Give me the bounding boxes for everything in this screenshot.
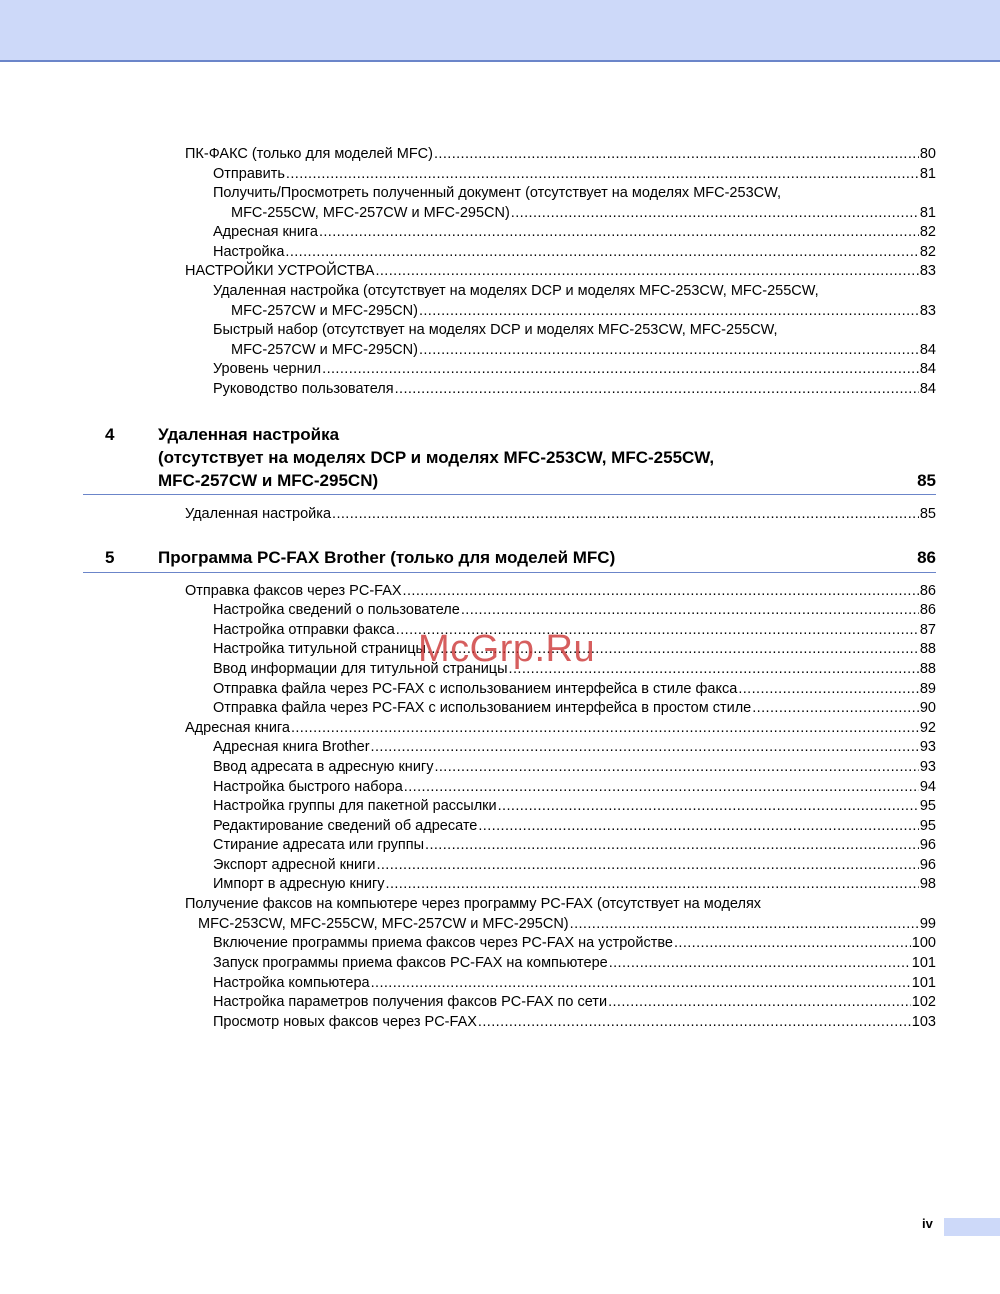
toc-entry-page: 92 (919, 720, 936, 736)
toc-entry-page: 83 (919, 263, 936, 279)
toc-entry[interactable] (185, 262, 936, 282)
toc-entry-page: 80 (919, 146, 936, 162)
toc-entry-title: Отправить (213, 166, 285, 182)
toc-entry-page: 84 (919, 361, 936, 377)
toc-entry-page: 88 (919, 661, 936, 677)
toc-entry-title: Адресная книга Brother (213, 739, 370, 755)
toc-entry-title: Получение факсов на компьютере через программу PC-FAX (отсутствует на моделях (185, 896, 762, 912)
toc-entry-title: Ввод информации для титульной страницы (213, 661, 508, 677)
toc-entry-title: Настройка быстрого набора (213, 779, 403, 795)
toc-entry-page: 100 (911, 935, 936, 951)
toc-entry-title-cont: MFC-255CW, MFC-257CW и MFC-295CN) (231, 204, 510, 221)
leader-dots (376, 856, 918, 876)
chapter-divider (83, 572, 936, 573)
toc-entry[interactable] (213, 601, 936, 621)
toc-entry[interactable] (213, 165, 936, 185)
leader-dots (396, 621, 919, 641)
toc-entry[interactable] (213, 856, 936, 876)
toc-entry-page: 94 (919, 779, 936, 795)
leader-dots (403, 582, 919, 602)
toc-entry-title: Экспорт адресной книги (213, 857, 376, 873)
toc-entry-page: 101 (911, 955, 936, 971)
toc-entry-page: 95 (919, 818, 936, 834)
toc-entry[interactable] (213, 360, 936, 380)
toc-entry-title: Адресная книга (213, 224, 318, 240)
toc-entry-title: Настройка сведений о пользователе (213, 602, 460, 618)
toc-entry-title: Удаленная настройка (185, 506, 332, 522)
toc-entry-title: Настройка (213, 244, 285, 260)
leader-dots (609, 954, 911, 974)
toc-entry-page: 82 (919, 244, 936, 260)
toc-entry-title: Отправка файла через PC-FAX с использованием интерфейса в простом стиле (213, 700, 752, 716)
toc-entry-page: 83 (919, 302, 936, 319)
toc-entry-title: Включение программы приема факсов через PC-FAX на устройстве (213, 935, 673, 951)
leader-dots (395, 380, 919, 400)
leader-dots (461, 601, 919, 621)
toc-entry-title-cont: MFC-257CW и MFC-295CN) (231, 341, 418, 358)
toc-entry-title: Отправка факсов через PC-FAX (185, 583, 402, 599)
toc-entry-title: ПК-ФАКС (только для моделей MFC) (185, 146, 433, 162)
chapter-page: 86 (917, 548, 936, 567)
toc-entry[interactable] (213, 934, 936, 954)
toc-entry-page: 82 (919, 224, 936, 240)
toc-entry[interactable] (213, 282, 936, 321)
toc-entry[interactable] (185, 145, 936, 165)
leader-dots (371, 738, 919, 758)
toc-entry-title: Просмотр новых факсов через PC-FAX (213, 1014, 477, 1030)
toc-entry[interactable] (213, 738, 936, 758)
chapter-number: 5 (105, 548, 115, 567)
leader-dots (375, 262, 918, 282)
toc-entry-page: 81 (919, 166, 936, 182)
toc-entry[interactable] (213, 974, 936, 994)
toc-entry-page: 84 (919, 341, 936, 358)
toc-entry[interactable] (213, 836, 936, 856)
toc-entry[interactable] (185, 719, 936, 739)
leader-dots (404, 778, 919, 798)
chapter-title: Удаленная настройка (отсутствует на моделях DCP и моделях MFC-253CW, MFC-255CW, MFC-257CW и MFC-295CN) (158, 425, 715, 490)
leader-dots (286, 165, 919, 185)
toc-entry-page: 102 (911, 994, 936, 1010)
toc-entry[interactable] (213, 321, 936, 360)
toc-entry-title: Быстрый набор (отсутствует на моделях DCP и моделях MFC-253CW, MFC-255CW, (213, 322, 778, 338)
toc-entry-title: Редактирование сведений об адресате (213, 818, 478, 834)
leader-dots (674, 934, 911, 954)
leader-dots (285, 243, 918, 263)
page-tab (944, 1218, 1000, 1236)
toc-entry-page: 90 (919, 700, 936, 716)
toc-entry[interactable] (185, 582, 936, 602)
toc-entry[interactable] (213, 993, 936, 1013)
toc-entry-page: 103 (911, 1014, 936, 1030)
toc-entry-page: 85 (919, 506, 936, 522)
toc-entry[interactable] (213, 875, 936, 895)
chapter-divider (83, 494, 936, 495)
toc-entry[interactable] (213, 797, 936, 817)
toc-entry[interactable] (213, 660, 936, 680)
leader-dots (511, 204, 919, 224)
toc-entry[interactable] (213, 1013, 936, 1033)
toc-entry-title: Получить/Просмотреть полученный документ (отсутствует на моделях MFC-253CW, (213, 185, 782, 201)
leader-dots (434, 758, 918, 778)
leader-dots (738, 680, 919, 700)
toc-entry-page: 96 (919, 857, 936, 873)
leader-dots (570, 915, 919, 935)
toc-entry-page: 87 (919, 622, 936, 638)
leader-dots (371, 974, 911, 994)
toc-entry-page: 86 (919, 583, 936, 599)
toc-entry-title: Настройка группы для пакетной рассылки (213, 798, 497, 814)
toc-entry-title: Адресная книга (185, 720, 290, 736)
leader-dots (322, 360, 919, 380)
chapter-number: 4 (105, 425, 115, 444)
toc-entry[interactable] (213, 778, 936, 798)
chapter-page: 85 (917, 471, 936, 490)
toc-entry-title: Удаленная настройка (отсутствует на моделях DCP и моделях MFC-253CW, MFC-255CW, (213, 283, 819, 299)
toc-entry[interactable] (213, 223, 936, 243)
leader-dots (419, 341, 919, 361)
toc-entry[interactable] (185, 895, 936, 934)
toc-entry[interactable] (213, 243, 936, 263)
watermark: McGrp.Ru (418, 628, 596, 670)
toc-entry-title-cont: MFC-257CW и MFC-295CN) (231, 302, 418, 319)
leader-dots (425, 836, 919, 856)
toc-entry-title: Руководство пользователя (213, 381, 394, 397)
leader-dots (291, 719, 919, 739)
toc-entry-page: 88 (919, 641, 936, 657)
leader-dots (478, 1013, 911, 1033)
toc-entry-page: 96 (919, 837, 936, 853)
leader-dots (386, 875, 919, 895)
toc-entry-page: 84 (919, 381, 936, 397)
leader-dots (319, 223, 919, 243)
toc-entry-title: Отправка файла через PC-FAX с использованием интерфейса в стиле факса (213, 681, 738, 697)
toc-entry[interactable] (213, 699, 936, 719)
toc-entry[interactable] (213, 817, 936, 837)
leader-dots (498, 797, 919, 817)
toc-entry-title: Настройка отправки факса (213, 622, 395, 638)
toc-entry-page: 98 (919, 876, 936, 892)
leader-dots (419, 302, 919, 322)
toc-entry[interactable] (213, 758, 936, 778)
toc-entry-title-cont: MFC-253CW, MFC-255CW, MFC-257CW и MFC-295CN) (198, 915, 569, 932)
toc-entry-title: Уровень чернил (213, 361, 322, 377)
leader-dots (478, 817, 918, 837)
leader-dots (332, 505, 919, 525)
toc-entry[interactable] (213, 954, 936, 974)
toc-entry-page: 93 (919, 739, 936, 755)
toc-entry-page: 101 (911, 975, 936, 991)
toc-entry-page: 86 (919, 602, 936, 618)
page-number: iv (922, 1216, 933, 1231)
toc-entry-title: Стирание адресата или группы (213, 837, 425, 853)
toc-entry[interactable] (213, 184, 936, 223)
toc-entry-title: Запуск программы приема факсов PC-FAX на компьютере (213, 955, 608, 971)
header-band (0, 0, 1000, 62)
toc-entry[interactable] (185, 505, 936, 525)
leader-dots (427, 640, 919, 660)
toc-entry-page: 93 (919, 759, 936, 775)
toc-entry-page: 95 (919, 798, 936, 814)
toc-entry-title: Настройка параметров получения факсов PC-FAX по сети (213, 994, 608, 1010)
leader-dots (752, 699, 919, 719)
toc-entry-title: НАСТРОЙКИ УСТРОЙСТВА (185, 263, 375, 279)
toc-entry[interactable] (213, 640, 936, 660)
toc-entry[interactable] (213, 621, 936, 641)
leader-dots (608, 993, 911, 1013)
toc-entry-title: Настройка титульной страницы (213, 641, 426, 657)
toc-entry-page: 89 (919, 681, 936, 697)
toc-entry[interactable] (213, 680, 936, 700)
toc-entry[interactable] (213, 380, 936, 400)
leader-dots (509, 660, 919, 680)
toc-entry-page: 81 (919, 204, 936, 221)
toc-entry-title: Настройка компьютера (213, 975, 370, 991)
toc-entry-page: 99 (919, 915, 936, 932)
toc-entry-title: Ввод адресата в адресную книгу (213, 759, 434, 775)
leader-dots (434, 145, 919, 165)
chapter-title: Программа PC-FAX Brother (только для моделей MFC) (158, 548, 616, 567)
toc-entry-title: Импорт в адресную книгу (213, 876, 385, 892)
